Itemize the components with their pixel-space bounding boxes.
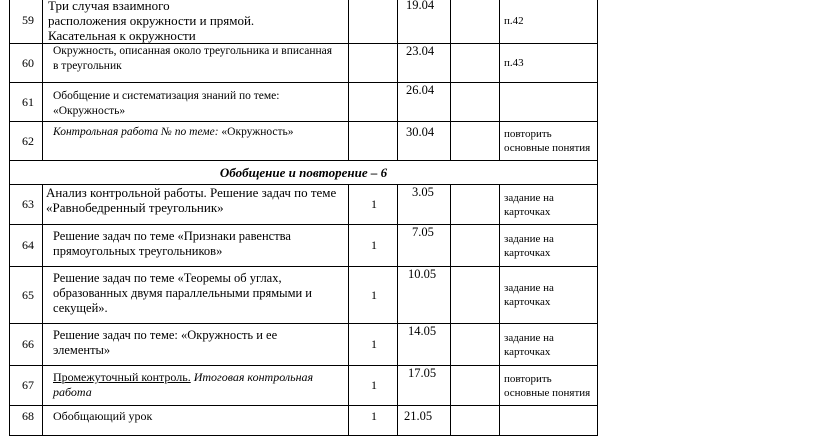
homework-cell: задание на карточках [500, 185, 598, 225]
lesson-topic: Анализ контрольной работы. Решение задач по теме «Равнобедренный треугольник» [43, 185, 349, 225]
date-cell: 23.04 [398, 44, 451, 83]
row-number: 63 [10, 185, 43, 225]
homework-cell: повторить основные понятия [500, 122, 598, 161]
lesson-topic: Три случая взаимного расположения окружности и прямой. Касательная к окружности [43, 0, 349, 44]
section-header-row [10, 161, 598, 185]
date-cell: 3.05 [398, 185, 451, 225]
table-row [10, 44, 598, 83]
hours-cell [349, 0, 398, 44]
actual-date-cell [451, 185, 500, 225]
homework-cell: повторить основные понятия [500, 366, 598, 406]
date-cell: 7.05 [398, 225, 451, 267]
date-cell: 10.05 [398, 267, 451, 324]
hours-cell [349, 44, 398, 83]
actual-date-cell [451, 225, 500, 267]
lesson-topic: Обобщающий урок [43, 406, 349, 436]
lesson-topic: Обобщение и систематизация знаний по теме: «Окружность» [43, 83, 349, 122]
row-number: 64 [10, 225, 43, 267]
row-number: 68 [10, 406, 43, 436]
date-cell: 19.04 [398, 0, 451, 44]
table-row [10, 185, 598, 225]
hours-cell: 1 [349, 185, 398, 225]
hours-cell: 1 [349, 267, 398, 324]
row-number: 67 [10, 366, 43, 406]
actual-date-cell [451, 406, 500, 436]
table-row [10, 0, 598, 44]
homework-cell: задание на карточках [500, 267, 598, 324]
homework-cell: п.42 [500, 0, 598, 44]
date-cell: 14.05 [398, 324, 451, 366]
table-row [10, 366, 598, 406]
table-row [10, 267, 598, 324]
table-row [10, 324, 598, 366]
actual-date-cell [451, 83, 500, 122]
lesson-topic: Решение задач по теме «Признаки равенства прямоугольных треугольников» [43, 225, 349, 267]
hours-cell [349, 122, 398, 161]
row-number: 62 [10, 122, 43, 161]
actual-date-cell [451, 122, 500, 161]
lesson-plan-table [9, 0, 598, 436]
lesson-topic: Контрольная работа № по теме: «Окружность» [43, 122, 349, 161]
hours-cell [349, 83, 398, 122]
row-number: 61 [10, 83, 43, 122]
date-cell: 21.05 [398, 406, 451, 436]
table-row [10, 406, 598, 436]
row-number: 60 [10, 44, 43, 83]
actual-date-cell [451, 324, 500, 366]
row-number: 65 [10, 267, 43, 324]
actual-date-cell [451, 267, 500, 324]
row-number: 66 [10, 324, 43, 366]
lesson-topic: Промежуточный контроль. Итоговая контрольная работа [43, 366, 349, 406]
homework-cell [500, 83, 598, 122]
table-row [10, 122, 598, 161]
homework-cell: задание на карточках [500, 324, 598, 366]
table-row [10, 225, 598, 267]
lesson-topic: Решение задач по теме «Теоремы об углах, образованных двумя параллельными прямыми и секущей». [43, 267, 349, 324]
date-cell: 26.04 [398, 83, 451, 122]
table-row [10, 83, 598, 122]
homework-cell: задание на карточках [500, 225, 598, 267]
lesson-topic: Решение задач по теме: «Окружность и ее элементы» [43, 324, 349, 366]
hours-cell: 1 [349, 406, 398, 436]
actual-date-cell [451, 0, 500, 44]
hours-cell: 1 [349, 324, 398, 366]
actual-date-cell [451, 44, 500, 83]
section-title: Обобщение и повторение – 6 [10, 161, 598, 185]
homework-cell: п.43 [500, 44, 598, 83]
homework-cell [500, 406, 598, 436]
hours-cell: 1 [349, 225, 398, 267]
hours-cell: 1 [349, 366, 398, 406]
date-cell: 17.05 [398, 366, 451, 406]
lesson-topic: Окружность, описанная около треугольника и вписанная в треугольник [43, 44, 349, 83]
row-number: 59 [10, 0, 43, 44]
actual-date-cell [451, 366, 500, 406]
date-cell: 30.04 [398, 122, 451, 161]
